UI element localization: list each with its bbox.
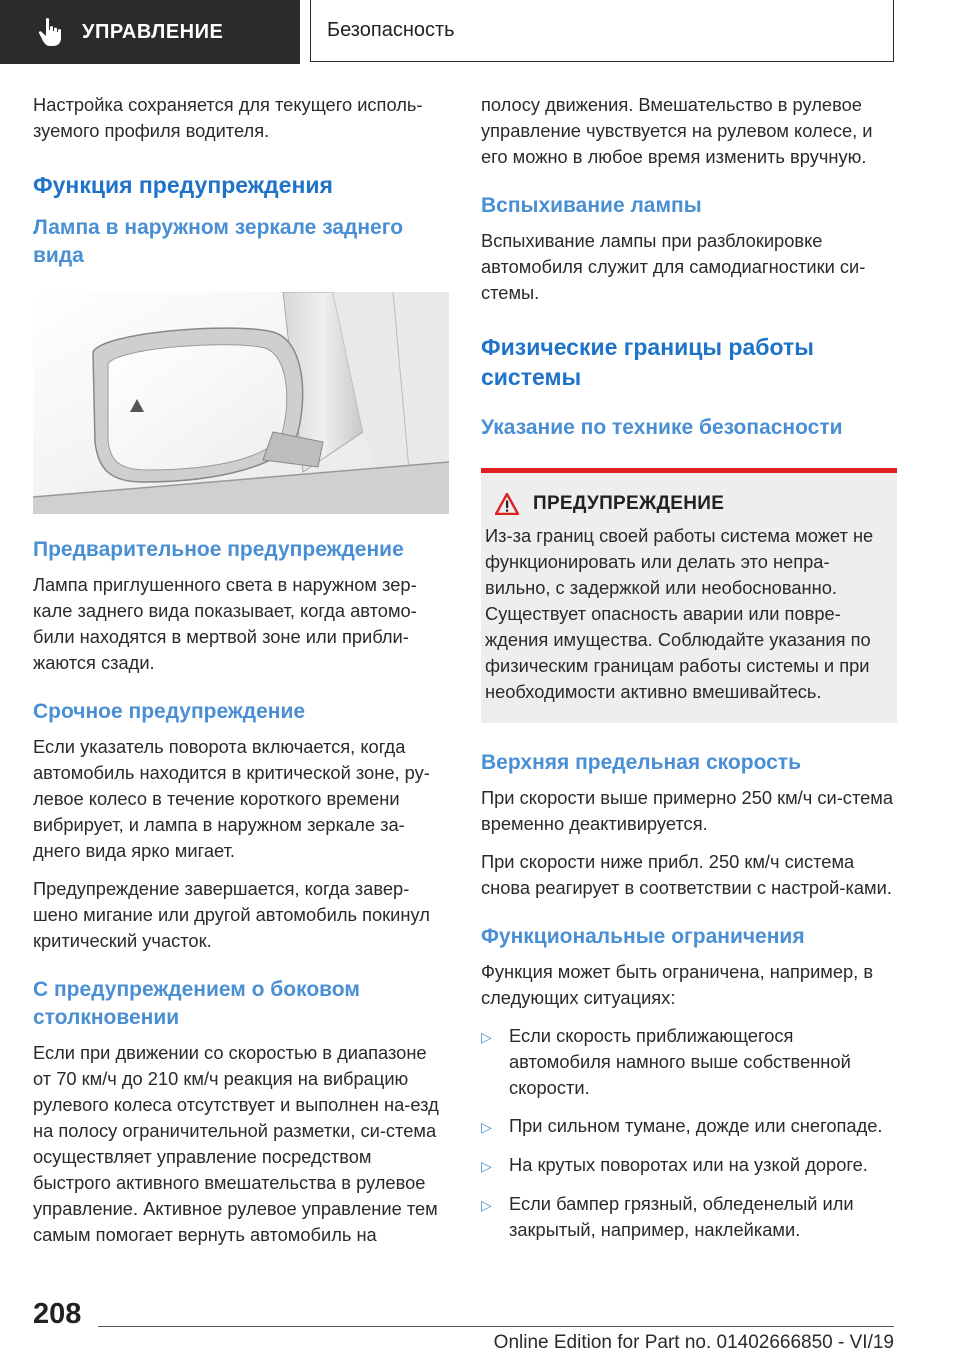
mirror-illustration [33,292,449,514]
heading-system-limits: Физические границы работы системы [481,334,814,390]
continuation-paragraph: полосу движения. Вмешательство в рулевое управление чувствуется на рулевом колесе, и его можно в любое время изменить вручную. [481,94,873,167]
heading-safety-note: Указание по технике безопасности [481,416,843,439]
heading-pre-warning: Предварительное предупреждение [33,538,404,561]
heading-lamp: Лампа в наружном зеркале заднего вида [33,216,404,267]
list-item: ▷ Если бампер грязный, обледенелый или закрытый, например, наклейками. [481,1191,897,1243]
heading-function: Функция предупреждения [33,172,333,198]
warning-text: Из-за границ своей работы система может не функционировать или делать это непра-вильно, с задержкой или необоснованно. Существует опасность аварии или повре-ждения имущества. Соблюдайте указания по физическим границам работы системы и при необходимости активно вмешивайтесь. [485,525,874,702]
list-item: ▷ При сильном тумане, дожде или снегопаде. [481,1113,897,1140]
warning-triangle-icon [495,493,519,515]
heading-upper-speed: Верхняя предельная скорость [481,751,801,774]
side-collision-paragraph: Если при движении со скоростью в диапазоне от 70 км/ч до 210 км/ч реакция на вибрацию рулевого колеса отсутствует и выполнен на-езд на полосу ограничительной разметки, си-стема осуществляет управление посредством быстрого активного вмешательства в рулевое управление. Активное рулевое управление тем самым помогает вернуть автомобиль на [33,1042,439,1245]
pre-warning-paragraph: Лампа приглушенного света в наружном зер-кале заднего вида показывает, когда автомо-били находятся в мертвой зоне или прибли-жаются сзади. [33,574,417,673]
warning-box [481,468,897,723]
footer-edition: Online Edition for Part no. 01402666850 - VI/19 [493,1332,894,1353]
lamp-flash-paragraph: Вспыхивание лампы при разблокировке автомобиля служит для самодиагностики си-стемы. [481,230,866,303]
hand-pointer-icon [38,17,64,47]
functional-limits-paragraph: Функция может быть ограничена, например, в следующих ситуациях: [481,961,874,1008]
right-column [481,92,897,1255]
urgent-paragraph-2: Предупреждение завершается, когда завер-шено мигание или другой автомобиль покинул критический участок. [33,878,430,951]
bullet-triangle-icon: ▷ [481,1197,492,1213]
limitations-list [481,1023,897,1243]
mirror-image [33,292,449,514]
left-column [33,92,449,1260]
heading-functional-limits: Функциональные ограничения [481,925,805,948]
footer-divider [98,1326,894,1327]
bullet-triangle-icon: ▷ [481,1119,492,1135]
speed-paragraph-1: При скорости выше примерно 250 км/ч си-стема временно деактивируется. [481,787,894,834]
section-label: УПРАВЛЕНИЕ [82,20,224,43]
section-tab [0,0,300,64]
urgent-paragraph-1: Если указатель поворота включается, когда автомобиль находится в критической зоне, ру-левое колесо в течение короткого времени вибрирует, и лампа в наружном зеркале за-днего вида ярко мигает. [33,736,430,861]
chapter-label: Безопасность [327,19,455,41]
bullet-triangle-icon: ▷ [481,1029,492,1045]
list-item: ▷ Если скорость приближающегося автомобиля намного выше собственной скорости. [481,1023,897,1101]
list-item: ▷ На крутых поворотах или на узкой дороге. [481,1152,897,1179]
chapter-tab [310,0,894,62]
page-number: 208 [33,1298,82,1330]
heading-urgent-warning: Срочное предупреждение [33,700,306,723]
speed-paragraph-2: При скорости ниже прибл. 250 км/ч система снова реагирует в соответствии с настрой-ками. [481,851,892,898]
heading-lamp-flash: Вспыхивание лампы [481,194,702,217]
bullet-triangle-icon: ▷ [481,1158,492,1174]
heading-side-collision: С предупреждением о боковом столкновении [33,978,360,1029]
warning-title: ПРЕДУПРЕЖДЕНИЕ [533,493,725,514]
intro-paragraph: Настройка сохраняется для текущего исполь-зуемого профиля водителя. [33,94,423,141]
warning-header [485,493,893,515]
